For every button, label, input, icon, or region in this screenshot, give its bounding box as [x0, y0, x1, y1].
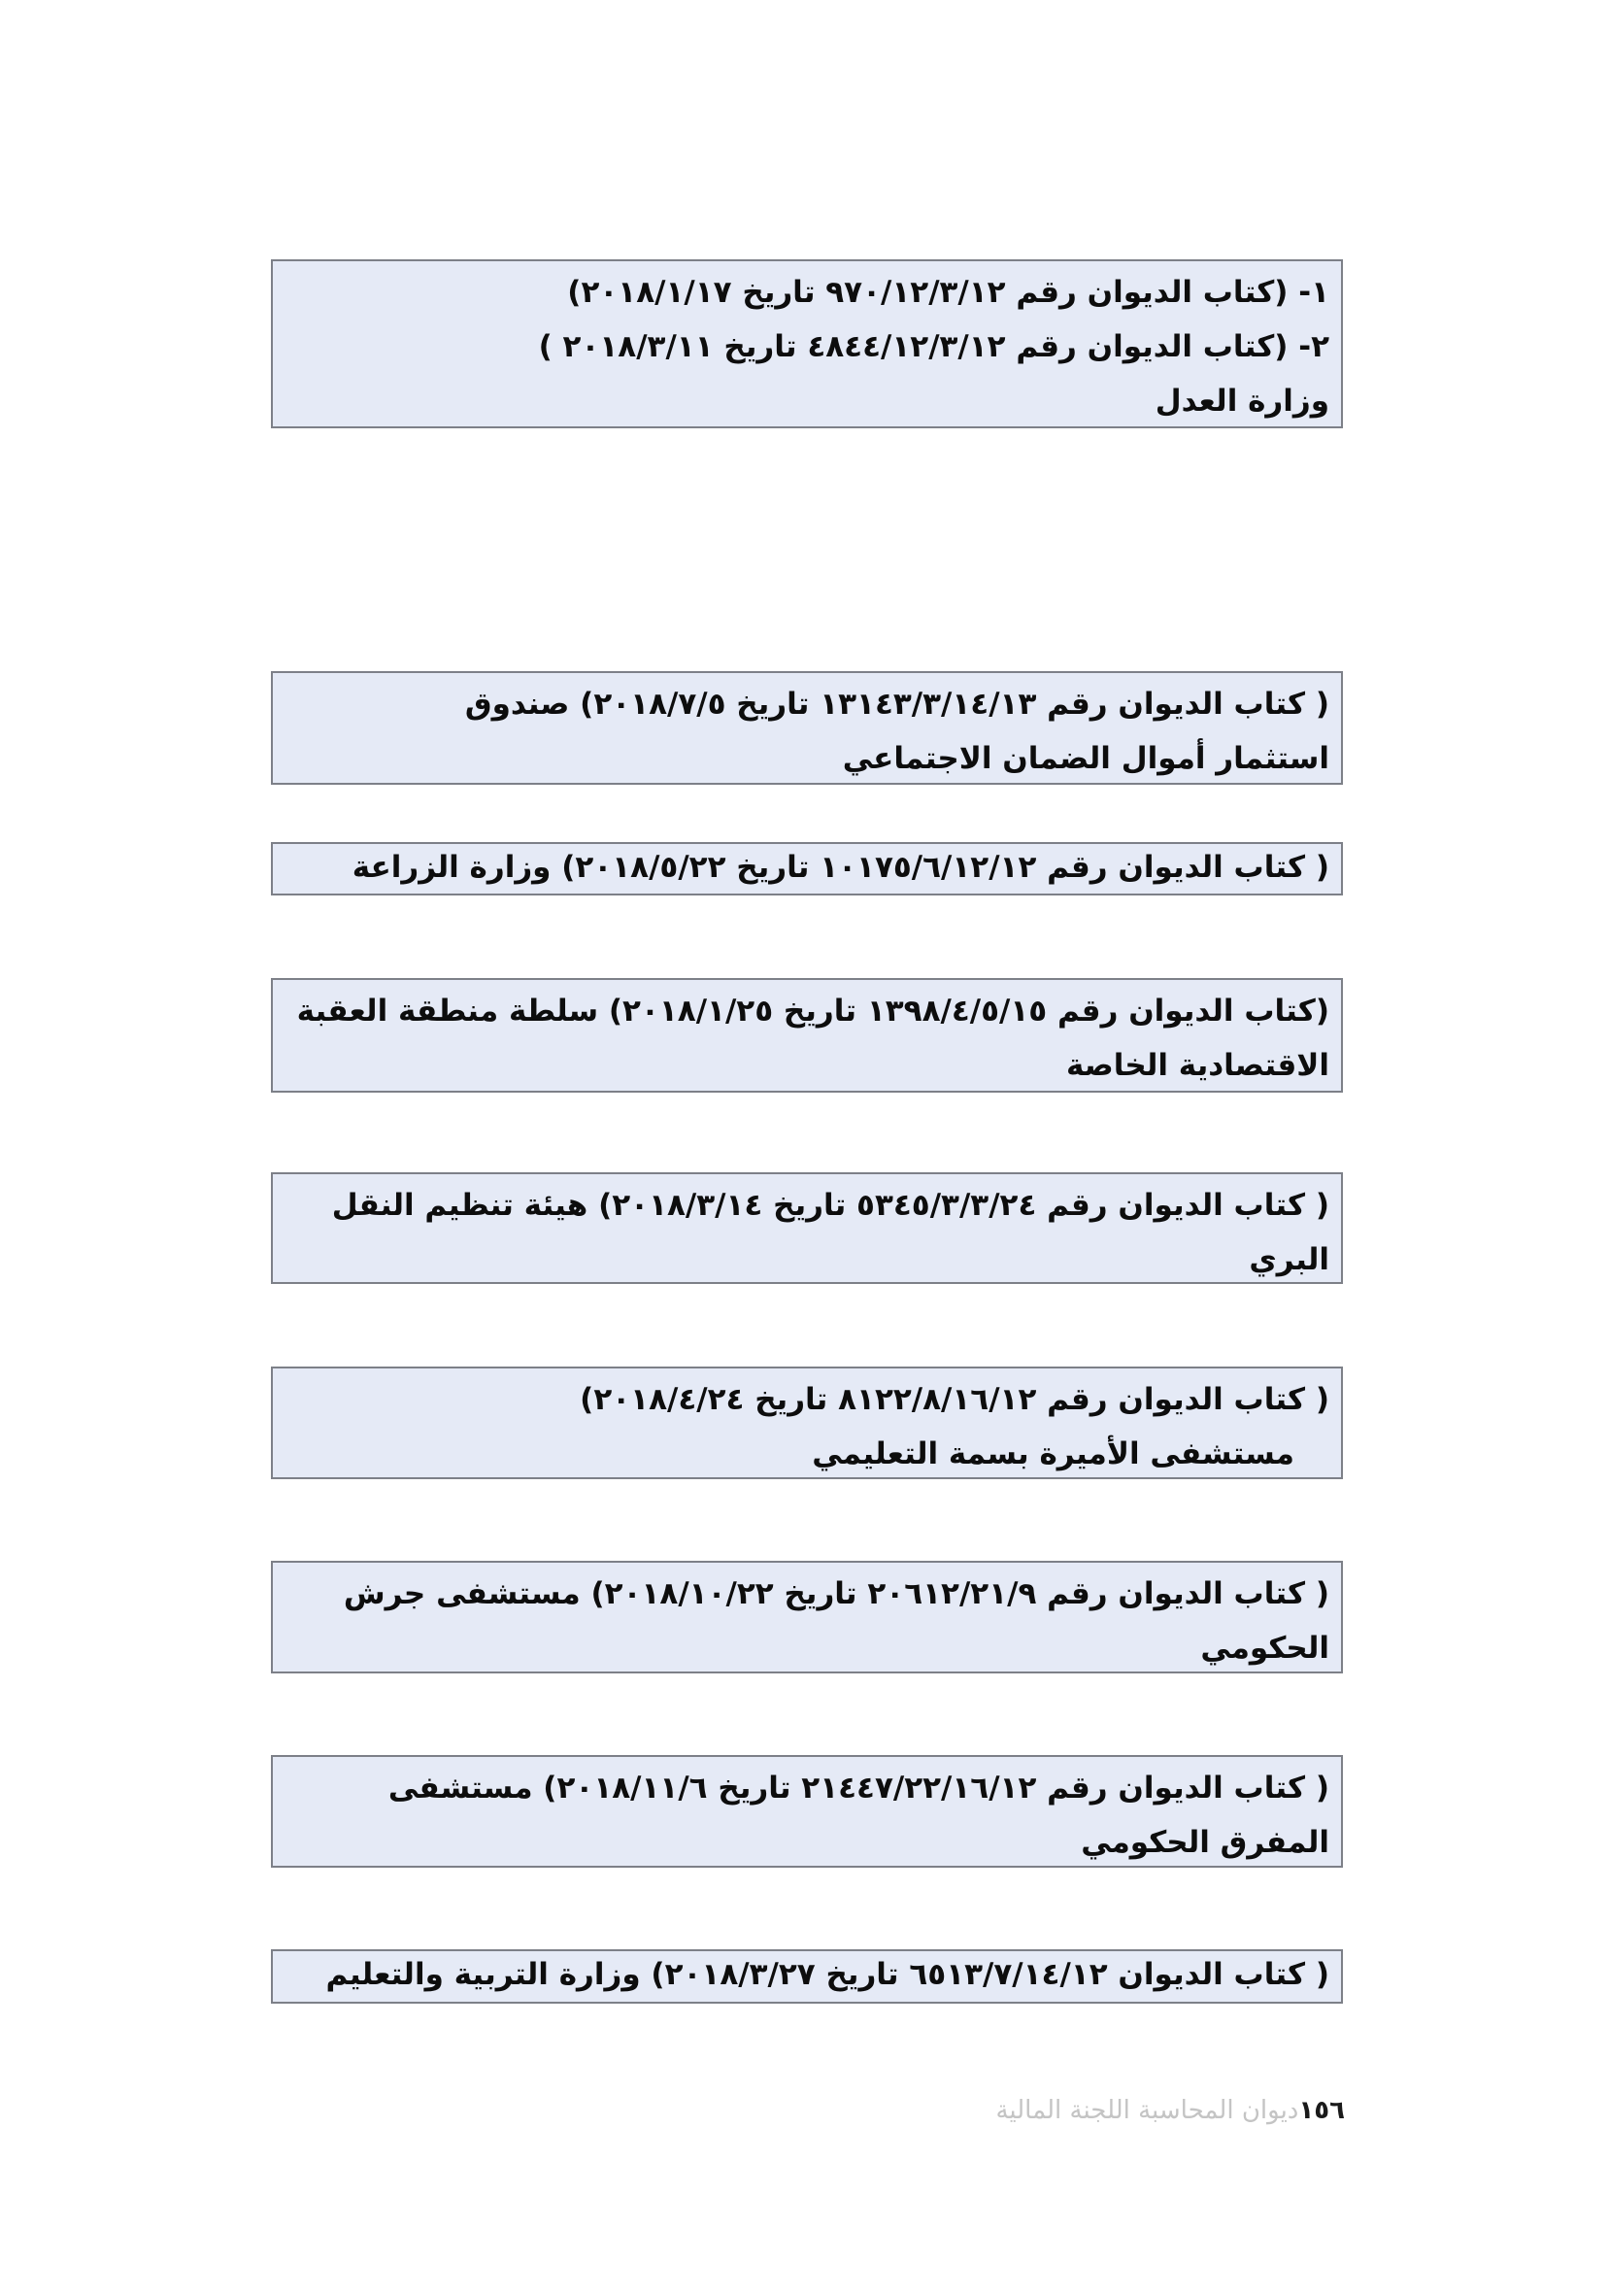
entity-name: استثمار أموال الضمان الاجتماعي [842, 741, 1329, 776]
reference-line: (كتاب الديوان رقم ١٣٩٨/٤/٥/١٥ تاريخ ٢٠١٨/١/٢٥) سلطة منطقة العقبة [296, 994, 1329, 1029]
entity-name: مستشفى الأميرة بسمة التعليمي [812, 1436, 1294, 1471]
reference-line: ٢- (كتاب الديوان رقم ٤٨٤٤/١٢/٣/١٢ تاريخ ٢٠١٨/٣/١١ ) [538, 329, 1329, 364]
reference-box-ministry-of-agriculture [271, 842, 1343, 895]
reference-line: ١- (كتاب الديوان رقم ٩٧٠/١٢/٣/١٢ تاريخ ٢٠١٨/١/١٧) [567, 275, 1329, 310]
reference-box-ministry-of-education [271, 1949, 1343, 2004]
reference-box-ministry-of-justice [271, 259, 1343, 428]
reference-box-land-transport-authority [271, 1172, 1343, 1284]
reference-line: ( كتاب الديوان رقم ٢١٤٤٧/٢٢/١٦/١٢ تاريخ ٢٠١٨/١١/٦) مستشفى [387, 1771, 1329, 1806]
reference-box-aqaba-authority [271, 978, 1343, 1093]
reference-box-mafraq-hospital [271, 1755, 1343, 1868]
reference-line: ( كتاب الديوان رقم ٨١٢٢/٨/١٦/١٢ تاريخ ٢٠١٨/٤/٢٤) [580, 1382, 1329, 1417]
entity-name: وزارة العدل [1155, 384, 1329, 419]
reference-line: ( كتاب الديوان رقم ٥٣٤٥/٣/٣/٢٤ تاريخ ٢٠١٨/٣/١٤) هيئة تنظيم النقل [331, 1188, 1329, 1223]
reference-box-social-security-fund [271, 671, 1343, 785]
entity-name: الاقتصادية الخاصة [1066, 1048, 1329, 1083]
reference-box-jerash-hospital [271, 1561, 1343, 1673]
entity-name: المفرق الحكومي [1081, 1825, 1329, 1860]
reference-line: ( كتاب الديوان ٦٥١٣/٧/١٤/١٢ تاريخ ٢٠١٨/٣/٢٧) وزارة التربية والتعليم [325, 1957, 1329, 1992]
reference-line: ( كتاب الديوان رقم ٢٠٦١٢/٢١/٩ تاريخ ٢٠١٨/١٠/٢٢) مستشفى جرش [343, 1576, 1329, 1611]
entity-name: البري [1249, 1242, 1329, 1277]
reference-line: ( كتاب الديوان رقم ١٣١٤٣/٣/١٤/١٣ تاريخ ٢٠١٨/٧/٥) صندوق [464, 687, 1329, 722]
page-footer [777, 2096, 1345, 2125]
entity-name: الحكومي [1200, 1631, 1329, 1666]
reference-box-princess-basma-hospital [271, 1367, 1343, 1479]
reference-line: ( كتاب الديوان رقم ١٠١٧٥/٦/١٢/١٢ تاريخ ٢٠١٨/٥/٢٢) وزارة الزراعة [352, 850, 1329, 885]
page-number: ١٥٦ [1298, 2096, 1345, 2125]
footer-title: ديوان المحاسبة اللجنة المالية [995, 2096, 1299, 2125]
